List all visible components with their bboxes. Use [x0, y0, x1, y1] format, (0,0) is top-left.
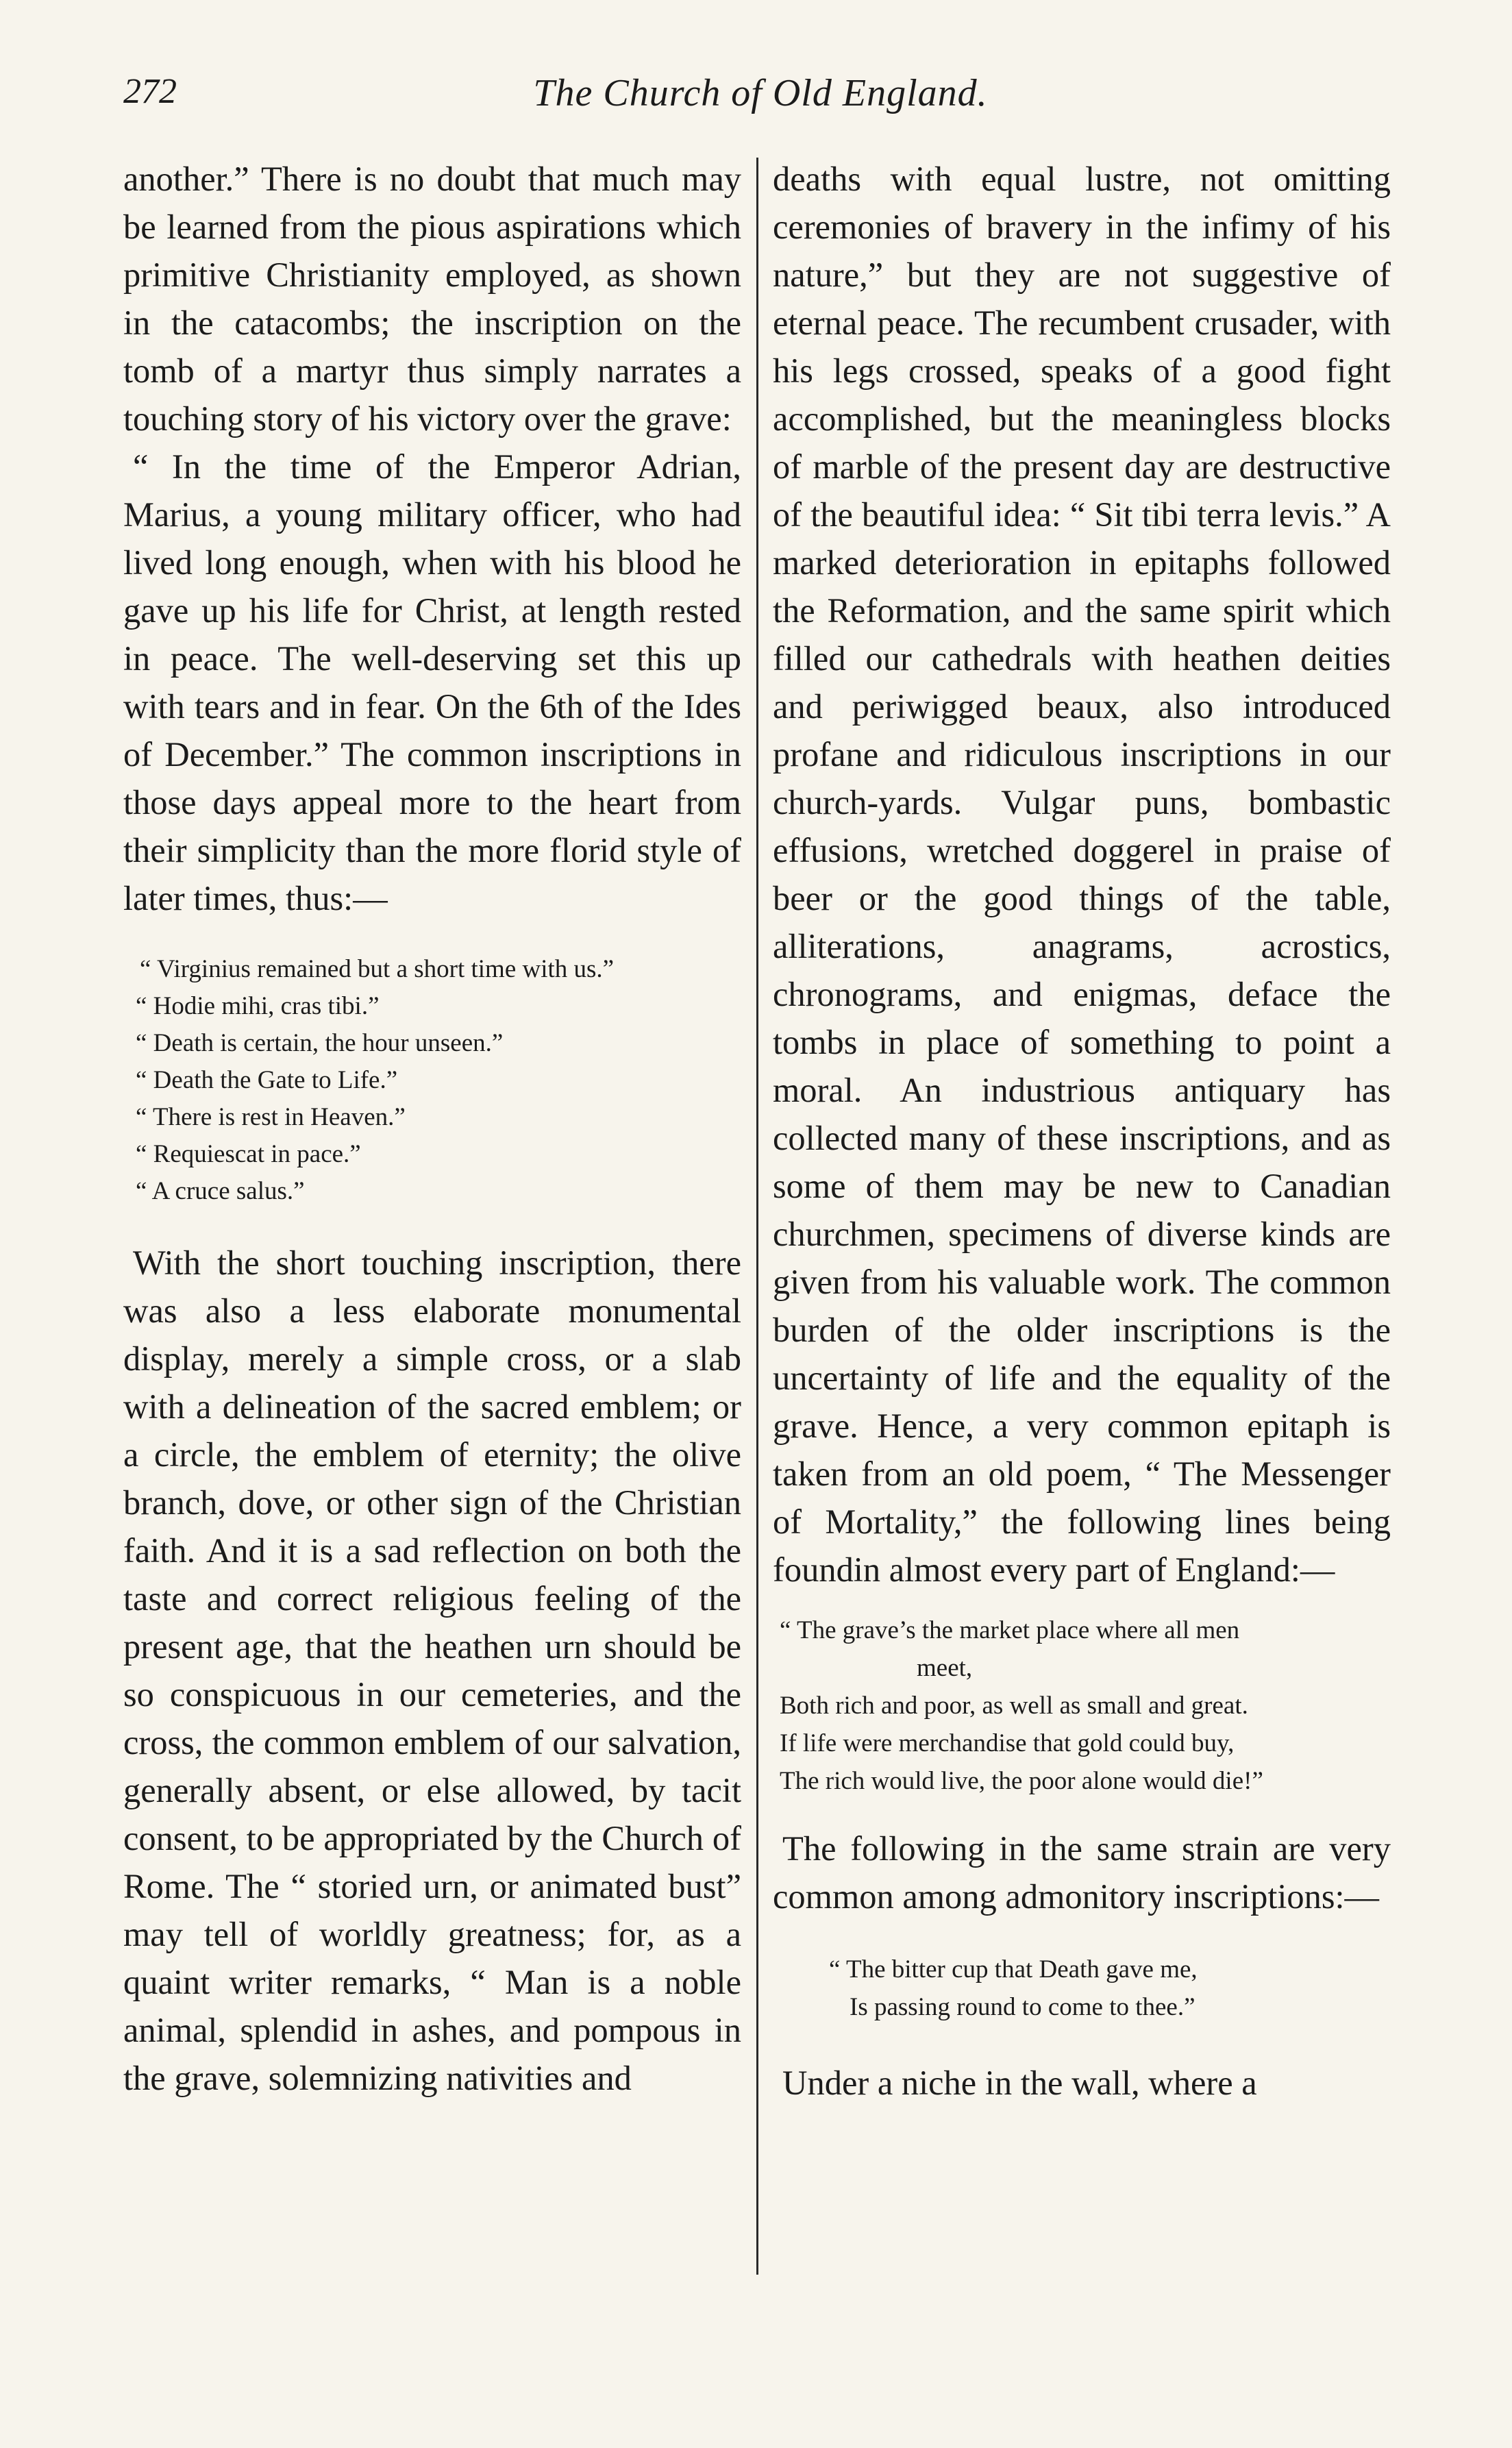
- inscription-item: “ Death is certain, the hour unseen.”: [136, 1029, 504, 1057]
- running-title: The Church of Old England.: [533, 72, 988, 114]
- page-header: [123, 71, 1398, 126]
- left-paragraph-1: another.” There is no doubt that much may be learned from the pious aspirations which primitive Christianity employed, as shown in the catacombs; the inscription on the tomb of a martyr thus simply narrates a touching story of his victory over the grave:: [123, 160, 741, 438]
- verse-line: If life were merchandise that gold could buy,: [780, 1729, 1235, 1757]
- verse-line: meet,: [917, 1654, 973, 1682]
- inscription-item: “ A cruce salus.”: [136, 1177, 305, 1205]
- verse-line: Both rich and poor, as well as small and great.: [780, 1692, 1248, 1720]
- inscription-list: [123, 951, 741, 1210]
- verse-line: “ The bitter cup that Death gave me,: [829, 1955, 1198, 1983]
- right-paragraph-2: The following in the same strain are very common among admonitory inscriptions:—: [773, 1829, 1391, 1916]
- right-paragraph-3: Under a niche in the wall, where a: [782, 2064, 1257, 2102]
- left-paragraph-3: With the short touching inscription, there was also a less elaborate monumental display, merely a simple cross, or a slab with a delineation of the sacred emblem; or a circle, the emblem of eternity; the olive branch, dove, or other sign of the Christian faith. And it is a sad reflection on both the taste and correct religious feeling of the present age, that the heathen urn should be so conspicuous in our cemeteries, and the cross, the common emblem of our salvation, generally absent, or else allowed, by tacit consent, to be appropriated by the Church of Rome. The “ storied urn, or animated bust” may tell of worldly greatness; for, as a quaint writer remarks, “ Man is a noble animal, splendid in ashes, and pompous in the grave, solemnizing nativities and: [123, 1244, 741, 2097]
- inscription-item: “ Death the Gate to Life.”: [136, 1066, 398, 1094]
- verse-line: The rich would live, the poor alone would die!”: [780, 1767, 1263, 1795]
- verse-line: “ The grave’s the market place where all men: [780, 1616, 1240, 1644]
- verse-messenger-of-mortality: [773, 1611, 1391, 1800]
- left-column: [123, 155, 741, 2102]
- inscription-item: “ Requiescat in pace.”: [136, 1140, 361, 1168]
- left-paragraph-2: “ In the time of the Emperor Adrian, Marius, a young military officer, who had lived long enough, when with his blood he gave up his life for Christ, at length rested in peace. The well-deserving set this up with tears and in fear. On the 6th of the Ides of December.” The common inscriptions in those days appeal more to the heart from their simplicity than the more florid style of later times, thus:—: [123, 447, 741, 917]
- column-divider: [756, 158, 758, 2275]
- inscription-item: “ Virginius remained but a short time with us.”: [140, 955, 615, 983]
- page-number: 272: [123, 72, 177, 111]
- verse-line: Is passing round to come to thee.”: [850, 1993, 1195, 2021]
- right-paragraph-1: deaths with equal lustre, not omitting ceremonies of bravery in the infimy of his nature,” but they are not suggestive of eternal peace. The recumbent crusader, with his legs crossed, speaks of a good fight accomplished, but the meaningless blocks of marble of the present day are destructive of the beautiful idea: “ Sit tibi terra levis.” A marked deterioration in epitaphs followed the Reformation, and the same spirit which filled our cathedrals with heathen deities and periwigged beaux, also introduced profane and ridiculous inscriptions in our church-yards. Vulgar puns, bombastic effusions, wretched doggerel in praise of beer or the good things of the table, alliterations, anagrams, acrostics, chronograms, and enigmas, deface the tombs in place of something to point a moral. An industrious antiquary has collected many of these inscriptions, and as some of them may be new to Canadian churchmen, specimens of diverse kinds are given from his valuable work. The common burden of the older inscriptions is the uncertainty of life and the equality of the grave. Hence, a very common epitaph is taken from an old poem, “ The Messenger of Mortality,” the following lines being foundin almost every part of England:—: [773, 160, 1391, 1589]
- inscription-item: “ Hodie mihi, cras tibi.”: [136, 992, 380, 1020]
- verse-bitter-cup: [773, 1951, 1391, 2026]
- right-column: [773, 155, 1391, 2107]
- inscription-item: “ There is rest in Heaven.”: [136, 1103, 406, 1131]
